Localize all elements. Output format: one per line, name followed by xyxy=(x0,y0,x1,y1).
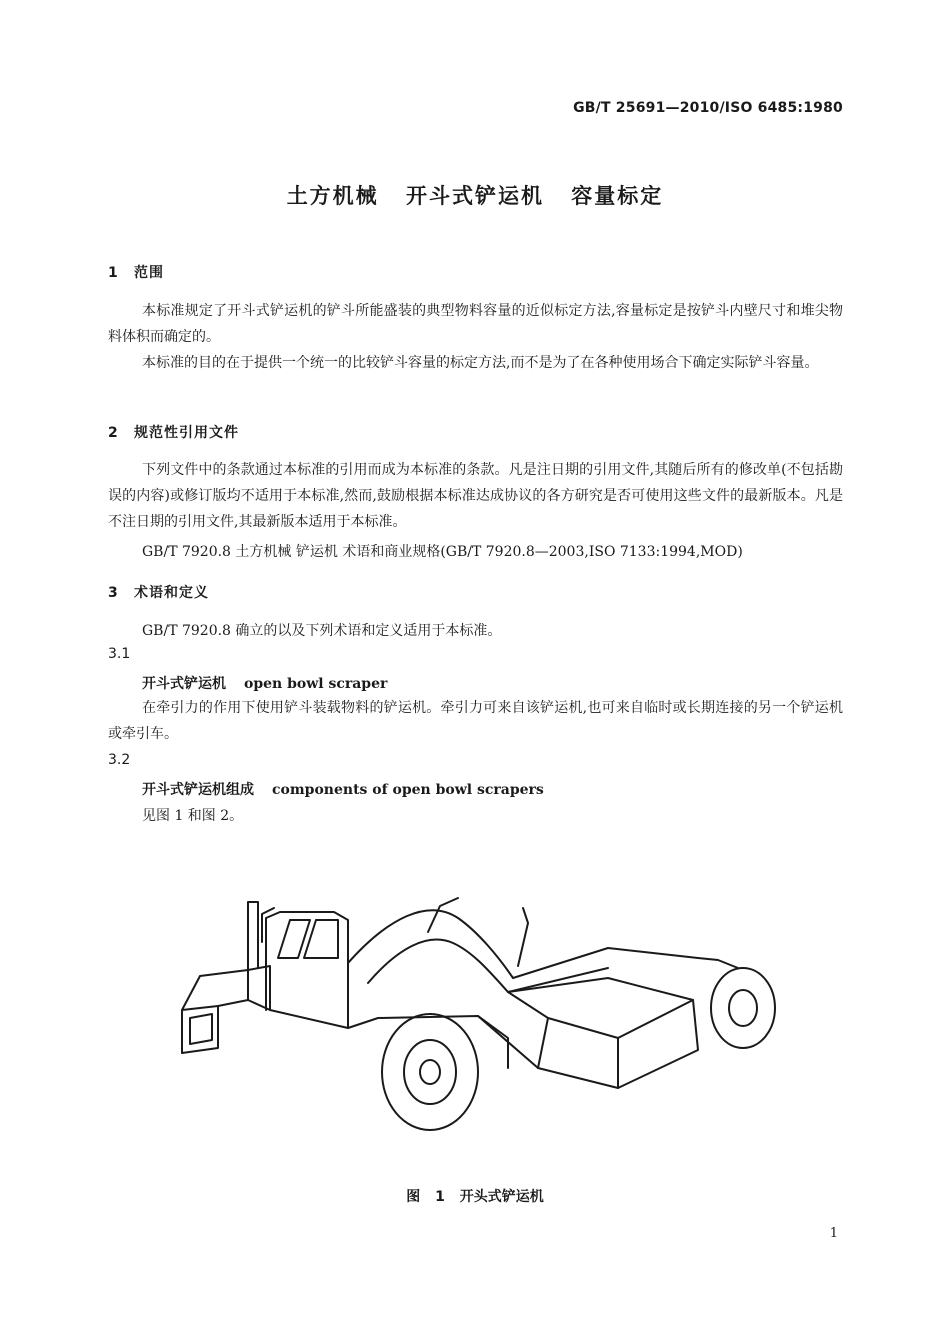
section-title: 范围 xyxy=(134,265,164,281)
term-3-2-definition: 见图 1 和图 2。 xyxy=(142,808,244,824)
section-2-heading xyxy=(108,422,239,442)
section-number: 2 xyxy=(108,425,119,441)
term-3-2-number: 3.2 xyxy=(108,752,131,768)
section-3-intro: GB/T 7920.8 确立的以及下列术语和定义适用于本标准。 xyxy=(142,623,502,639)
term-3-2-name xyxy=(142,779,544,799)
document-title: 土方机械 开斗式铲运机 容量标定 xyxy=(286,184,664,208)
section-1-paragraph-1: 本标准规定了开斗式铲运机的铲斗所能盛装的典型物料容量的近似标定方法,容量标定是按铲斗内壁尺寸和堆尖物料体积而确定的。 xyxy=(108,303,843,345)
section-number: 3 xyxy=(108,585,119,601)
normative-reference: GB/T 7920.8 土方机械 铲运机 术语和商业规格(GB/T 7920.8—2003,ISO 7133:1994,MOD) xyxy=(142,544,743,560)
section-3-heading xyxy=(108,582,209,602)
section-title: 规范性引用文件 xyxy=(134,425,239,441)
figure-caption: 图 1 开头式铲运机 xyxy=(406,1189,544,1205)
term-3-1-number: 3.1 xyxy=(108,646,131,662)
term-en: open bowl scraper xyxy=(244,676,388,692)
section-1-paragraph-2: 本标准的目的在于提供一个统一的比较铲斗容量的标定方法,而不是为了在各种使用场合下确定实际铲斗容量。 xyxy=(142,355,819,371)
section-title: 术语和定义 xyxy=(134,585,209,601)
standard-id: GB/T 25691—2010/ISO 6485:1980 xyxy=(573,100,843,116)
term-zh: 开斗式铲运机 xyxy=(142,676,226,692)
section-number: 1 xyxy=(108,265,119,281)
section-2-paragraph: 下列文件中的条款通过本标准的引用而成为本标准的条款。凡是注日期的引用文件,其随后所有的修改单(不包括勘误的内容)或修订版均不适用于本标准,然而,鼓励根据本标准达成协议的各方研究是否可使用这些文件的最新版本。凡是不注日期的引用文件,其最新版本适用于本标准。 xyxy=(108,462,843,530)
page-number: 1 xyxy=(829,1226,838,1241)
term-3-1-definition: 在牵引力的作用下使用铲斗装载物料的铲运机。牵引力可来自该铲运机,也可来自临时或长期连接的另一个铲运机或牵引车。 xyxy=(108,700,843,742)
open-bowl-scraper-drawing xyxy=(178,888,778,1143)
term-3-1-name xyxy=(142,673,387,693)
term-zh: 开斗式铲运机组成 xyxy=(142,782,254,798)
term-en: components of open bowl scrapers xyxy=(272,782,544,798)
section-1-heading xyxy=(108,262,164,282)
